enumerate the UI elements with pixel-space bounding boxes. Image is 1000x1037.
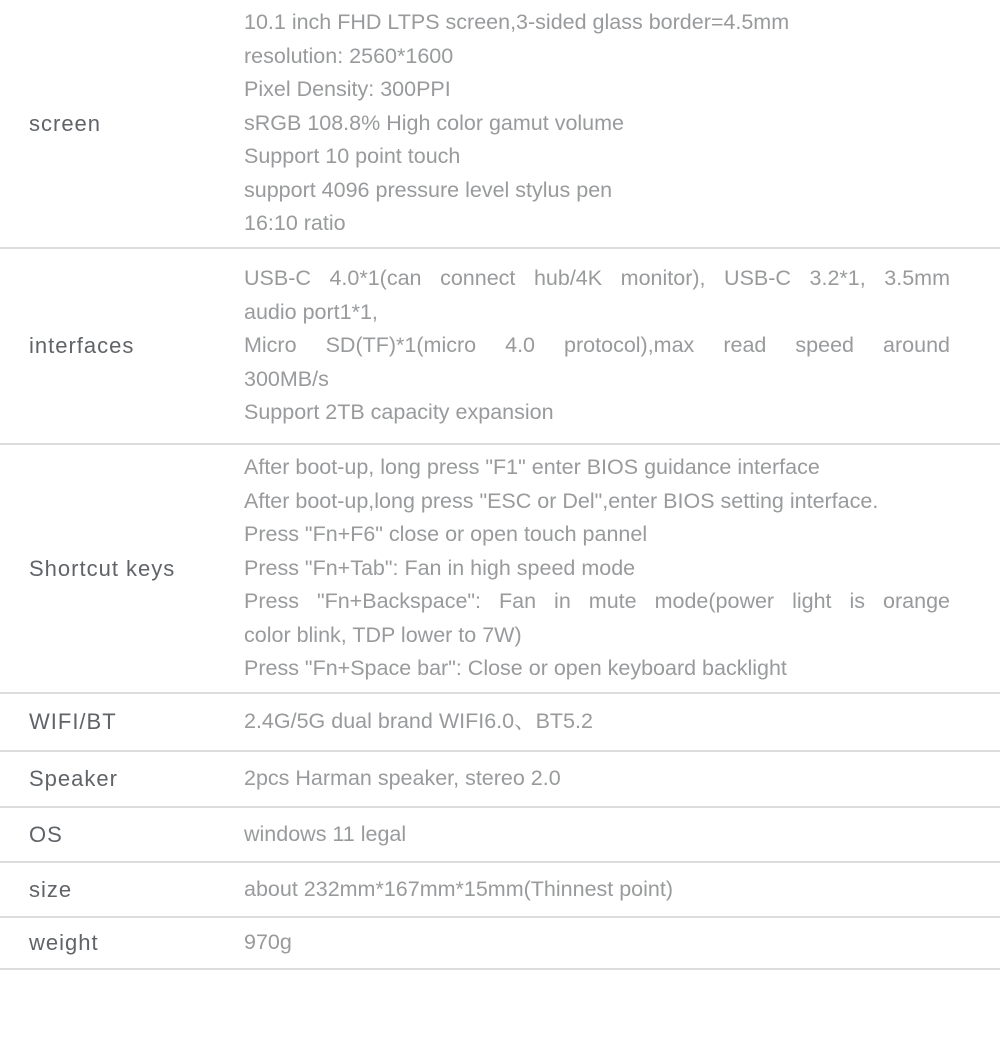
spec-line: 10.1 inch FHD LTPS screen,3-sided glass border=4.5mm <box>244 10 790 35</box>
spec-value-shortcut-keys <box>244 451 1000 686</box>
spec-line: color blink, TDP lower to 7W) <box>244 622 522 647</box>
spec-label-size: size <box>29 876 73 902</box>
spec-label-interfaces: interfaces <box>29 333 135 358</box>
spec-row-shortcut-keys <box>0 445 1000 694</box>
spec-label-shortcut-keys: Shortcut keys <box>29 555 176 581</box>
spec-label-screen: screen <box>29 110 102 136</box>
spec-line: 16:10 ratio <box>244 211 346 236</box>
spec-line: 300MB/s <box>244 366 329 391</box>
spec-line: support 4096 pressure level stylus pen <box>244 177 613 202</box>
spec-line: 2.4G/5G dual brand WIFI6.0、BT5.2 <box>244 709 593 734</box>
spec-line: Support 2TB capacity expansion <box>244 400 554 425</box>
spec-line: 970g <box>244 930 292 955</box>
spec-line: USB-C 4.0*1(can connect hub/4K monitor), USB-C 3.2*1, 3.5mm <box>244 266 950 291</box>
spec-line: audio port1*1, <box>244 299 378 324</box>
spec-label-wifi-bt: WIFI/BT <box>29 709 117 734</box>
spec-line: Press "Fn+Tab": Fan in high speed mode <box>244 555 636 580</box>
spec-line: 2pcs Harman speaker, stereo 2.0 <box>244 766 561 791</box>
spec-row-size <box>0 863 1000 918</box>
spec-line: Press "Fn+Backspace": Fan in mute mode(power light is orange <box>244 589 950 614</box>
spec-value-os <box>244 818 1000 852</box>
spec-line: resolution: 2560*1600 <box>244 43 454 68</box>
spec-label-weight: weight <box>29 930 99 955</box>
spec-label-os: OS <box>29 821 63 847</box>
spec-row-speaker <box>0 752 1000 808</box>
spec-row-wifi-bt <box>0 694 1000 752</box>
spec-line: Micro SD(TF)*1(micro 4.0 protocol),max read speed around <box>244 333 950 358</box>
spec-row-os <box>0 808 1000 863</box>
spec-line: After boot-up, long press "F1" enter BIOS guidance interface <box>244 455 820 480</box>
spec-line: Press "Fn+Space bar": Close or open keyboard backlight <box>244 656 787 681</box>
spec-line: sRGB 108.8% High color gamut volume <box>244 110 625 135</box>
spec-line: about 232mm*167mm*15mm(Thinnest point) <box>244 876 674 901</box>
spec-line: Support 10 point touch <box>244 144 461 169</box>
spec-value-wifi-bt <box>244 705 1000 739</box>
spec-row-screen <box>0 0 1000 249</box>
spec-line: Pixel Density: 300PPI <box>244 77 451 102</box>
spec-value-weight <box>244 926 1000 960</box>
spec-line: Press "Fn+F6" close or open touch pannel <box>244 522 648 547</box>
spec-value-screen <box>244 6 1000 241</box>
spec-row-weight <box>0 918 1000 970</box>
spec-value-speaker <box>244 762 1000 796</box>
spec-value-interfaces <box>244 262 1000 430</box>
spec-line: After boot-up,long press "ESC or Del",enter BIOS setting interface. <box>244 488 879 513</box>
spec-value-size <box>244 873 1000 907</box>
spec-label-speaker: Speaker <box>29 766 118 791</box>
spec-row-interfaces <box>0 249 1000 445</box>
spec-line: windows 11 legal <box>244 821 407 846</box>
